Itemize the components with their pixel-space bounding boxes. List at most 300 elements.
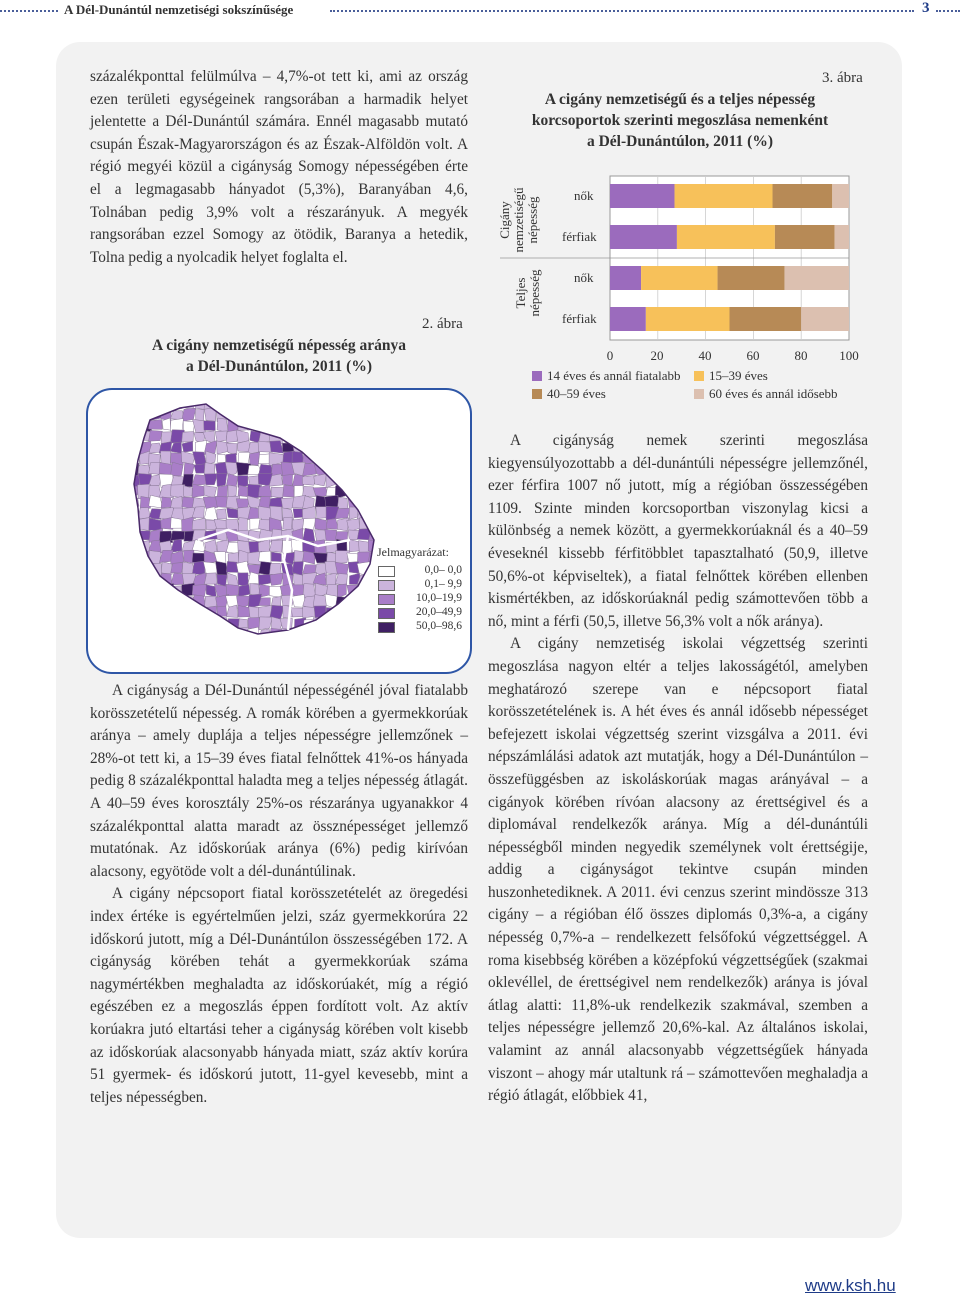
municipality-cell: [258, 399, 270, 407]
municipality-cell: [335, 463, 348, 477]
municipality-cell: [347, 484, 361, 498]
municipality-cell: [368, 507, 382, 520]
municipality-cell: [381, 529, 392, 539]
municipality-cell: [159, 596, 172, 607]
municipality-cell: [192, 627, 206, 642]
municipality-cell: [236, 397, 249, 411]
municipality-cell: [259, 629, 272, 642]
municipality-cell: [149, 551, 161, 565]
municipality-cell: [303, 551, 315, 564]
municipality-cell: [314, 396, 326, 409]
municipality-cell: [228, 485, 237, 497]
municipality-cell: [126, 440, 138, 454]
municipality-cell: [317, 419, 325, 432]
municipality-cell: [183, 421, 195, 433]
municipality-cell: [368, 484, 383, 498]
x-tick-label: 100: [839, 348, 859, 363]
municipality-cell: [171, 485, 185, 499]
bar-segment: [773, 184, 833, 208]
header-dots-right: [936, 10, 960, 12]
municipality-cell: [271, 596, 281, 606]
municipality-cell: [149, 420, 163, 430]
municipality-cell: [368, 519, 382, 531]
figure2-number: 2. ábra: [422, 316, 463, 332]
bar-segment: [610, 225, 677, 249]
municipality-cell: [250, 452, 260, 465]
municipality-cell: [171, 531, 185, 540]
municipality-cell: [217, 418, 228, 433]
municipality-cell: [303, 528, 315, 541]
chart-legend-item: [532, 368, 681, 384]
municipality-cell: [149, 618, 163, 628]
legend-swatch: [694, 389, 704, 399]
municipality-cell: [336, 474, 349, 486]
bar-segment: [677, 225, 775, 249]
paragraph: A cigányság nemek szerinti megoszlása kiegyensúlyozottabb a dél-dunántúli népességre jellemzőnél, ezer férfira 1007 nő jutott, míg a régióban összességében 1109. Szinte minden korcsoportban viszonylag kicsi a különbség a nemek között, a gyermekkorúaknál és a 40–59 éveseknél kissebb férfitöbblet tapasztalható (50,9, illetve 50,6%-ot képviseltek), a fiatal felnőttek körében ellenben kismértékben, az időskorúaknál pedig számottevően több a nő, mint a férfi (50,5, illetve 56,3% volt a nők aránya).: [488, 432, 868, 630]
municipality-cell: [170, 442, 181, 454]
municipality-cell: [315, 431, 327, 444]
municipality-cell: [357, 486, 372, 499]
municipality-cell: [347, 452, 361, 465]
municipality-cell: [348, 595, 360, 609]
x-tick-label: 0: [606, 348, 614, 363]
municipality-cell: [349, 608, 358, 618]
municipality-cell: [302, 421, 317, 432]
municipality-cell: [303, 629, 315, 638]
municipality-cell: [381, 453, 392, 464]
category-label: férfiak: [562, 311, 597, 326]
municipality-cell: [326, 409, 339, 421]
municipality-cell: [291, 396, 305, 409]
municipality-cell: [379, 420, 392, 431]
municipality-cell: [225, 397, 237, 410]
municipality-cell: [127, 518, 140, 529]
municipality-cell: [369, 420, 381, 430]
municipality-cell: [182, 607, 194, 618]
legend-label: 20,0–49,9: [416, 606, 462, 618]
municipality-cell: [335, 531, 348, 540]
municipality-cell: [271, 487, 284, 498]
bar-segment: [784, 266, 849, 290]
municipality-cell: [161, 630, 173, 642]
x-tick-label: 60: [746, 348, 760, 363]
municipality-cell: [359, 396, 371, 409]
municipality-cell: [337, 518, 349, 531]
figure3-title-line1: A cigány nemzetiségű és a teljes népesség: [544, 91, 816, 108]
municipality-cell: [337, 398, 350, 410]
legend-swatch: [378, 580, 395, 591]
municipality-cell: [127, 583, 138, 597]
municipality-cell: [368, 410, 382, 421]
municipality-cell: [182, 630, 194, 640]
municipality-cell: [127, 619, 140, 630]
municipality-cell: [127, 629, 141, 641]
bar-segment: [832, 184, 849, 208]
municipality-cell: [303, 606, 316, 617]
municipality-cell: [127, 529, 141, 540]
municipality-cell: [380, 408, 393, 421]
municipality-cell: [335, 574, 347, 586]
legend-label: 40–59 éves: [547, 386, 606, 401]
municipality-cell: [170, 418, 183, 431]
municipality-cell: [357, 495, 372, 508]
municipality-cell: [379, 484, 392, 498]
municipality-cell: [182, 441, 193, 452]
municipality-cell: [159, 531, 173, 543]
municipality-cell: [283, 485, 294, 497]
municipality-cell: [127, 595, 139, 609]
legend-label: 14 éves és annál fiatalabb: [547, 368, 681, 383]
group-label-line: nemzetiségű: [511, 187, 526, 253]
legend-label: 15–39 éves: [709, 368, 768, 383]
municipality-cell: [326, 617, 338, 631]
municipality-cell: [381, 519, 393, 530]
municipality-cell: [149, 430, 163, 441]
municipality-cell: [335, 631, 349, 640]
municipality-cell: [138, 408, 150, 420]
chart-legend-item: [694, 386, 838, 402]
municipality-cell: [315, 629, 327, 642]
municipality-cell: [348, 396, 361, 410]
municipality-cell: [324, 398, 338, 411]
municipality-cell: [271, 552, 281, 562]
municipality-cell: [126, 431, 140, 443]
municipality-cell: [303, 518, 317, 530]
header-title: A Dél-Dunántúl nemzetiségi sokszínűsége: [64, 2, 294, 17]
municipality-cell: [349, 475, 360, 488]
municipality-cell: [335, 617, 349, 630]
municipality-cell: [126, 408, 140, 421]
municipality-cell: [371, 397, 381, 409]
group-label-line: Cigány: [497, 201, 512, 239]
municipality-cell: [138, 596, 151, 609]
municipality-cell: [227, 443, 238, 455]
municipality-cell: [316, 441, 326, 455]
municipality-cell: [171, 628, 185, 641]
category-label: nők: [574, 270, 594, 285]
municipality-cell: [381, 463, 392, 476]
category-label: férfiak: [562, 229, 597, 244]
bar-segment: [610, 307, 646, 331]
municipality-cell: [214, 616, 229, 628]
municipality-cell: [236, 499, 249, 509]
municipality-cell: [315, 518, 327, 531]
legend-swatch: [694, 371, 704, 381]
municipality-cell: [325, 429, 337, 443]
figure2-title-line2: a Dél-Dunántúlon, 2011 (%): [185, 358, 373, 375]
municipality-cell: [217, 509, 227, 519]
municipality-cell: [248, 397, 262, 410]
municipality-cell: [314, 606, 326, 618]
municipality-cell: [192, 518, 205, 530]
bar-segment: [835, 225, 849, 249]
municipality-cell: [192, 475, 206, 486]
page-header: [0, 0, 960, 20]
municipality-cell: [204, 629, 216, 639]
municipality-cell: [337, 432, 350, 444]
municipality-cell: [160, 398, 172, 409]
municipality-cell: [227, 573, 239, 586]
municipality-cell: [359, 605, 371, 618]
municipality-cell: [192, 618, 205, 631]
header-dots-middle: [330, 10, 914, 12]
legend-label: 10,0–19,9: [416, 592, 462, 604]
municipality-cell: [269, 497, 283, 507]
municipality-cell: [358, 476, 371, 486]
municipality-cell: [302, 397, 314, 410]
legend-swatch: [532, 389, 542, 399]
municipality-cell: [348, 464, 359, 476]
municipality-cell: [127, 564, 139, 573]
municipality-cell: [283, 517, 292, 531]
municipality-cell: [217, 473, 227, 486]
municipality-cell: [226, 628, 238, 641]
figure2-title-line1: A cigány nemzetiségű népesség aránya: [151, 337, 406, 354]
municipality-cell: [183, 486, 192, 497]
municipality-cell: [381, 496, 391, 509]
municipality-cell: [127, 606, 139, 619]
municipality-cell: [215, 561, 227, 575]
municipality-cell: [326, 419, 338, 433]
municipality-cell: [138, 397, 151, 410]
municipality-cell: [259, 617, 272, 630]
municipality-cell: [382, 507, 394, 520]
legend-swatch: [378, 608, 395, 619]
municipality-cell: [238, 518, 247, 532]
municipality-cell: [149, 629, 163, 640]
map-legend-title: Jelmagyarázat:: [377, 545, 449, 559]
municipality-cell: [170, 605, 185, 618]
municipality-cell: [326, 519, 338, 530]
municipality-cell: [281, 397, 294, 408]
municipality-cell: [126, 420, 139, 431]
chart-plot: [486, 170, 876, 350]
municipality-cell: [326, 573, 336, 586]
x-tick-label: 40: [698, 348, 712, 363]
municipality-cell: [138, 616, 150, 629]
municipality-cell: [160, 607, 172, 620]
municipality-cell: [171, 617, 184, 630]
municipality-cell: [336, 409, 349, 420]
municipality-cell: [282, 474, 292, 485]
bar-segment: [610, 266, 641, 290]
figure3-title: [490, 89, 870, 152]
municipality-cell: [282, 443, 295, 452]
right-column: [488, 430, 868, 1108]
municipality-cell: [258, 605, 271, 617]
group-label-line: Teljes: [513, 277, 528, 309]
bar-segment: [730, 307, 802, 331]
group-label-line: népesség: [527, 269, 542, 317]
age-sex-chart: [486, 170, 876, 410]
municipality-cell: [127, 551, 140, 565]
municipality-cell: [349, 441, 360, 455]
municipality-cell: [204, 573, 216, 584]
municipality-cell: [215, 431, 227, 442]
municipality-cell: [358, 407, 370, 420]
municipality-cell: [140, 583, 149, 594]
bar-segment: [801, 307, 849, 331]
bar-segment: [641, 266, 717, 290]
municipality-cell: [217, 454, 226, 462]
municipality-cell: [357, 462, 368, 476]
municipality-cell: [335, 419, 349, 432]
municipality-cell: [381, 397, 393, 410]
municipality-cell: [204, 619, 216, 629]
municipality-cell: [292, 628, 304, 642]
municipality-cell: [348, 627, 360, 641]
left-column-bottom: [90, 680, 468, 1109]
footer-link[interactable]: www.ksh.hu: [805, 1276, 896, 1295]
municipality-cell: [204, 486, 217, 499]
municipality-cell: [357, 441, 370, 454]
municipality-cell: [226, 561, 238, 572]
municipality-cell: [348, 429, 360, 442]
group-label-line: népesség: [525, 196, 540, 244]
municipality-cell: [204, 474, 217, 485]
municipality-cell: [313, 618, 325, 631]
figure3-title-line2: korcsoportok szerinti megoszlása nemenként: [531, 112, 829, 129]
municipality-cell: [292, 409, 305, 418]
legend-label: 0,0– 0,0: [424, 564, 462, 576]
municipality-cell: [248, 594, 262, 608]
x-tick-label: 80: [794, 348, 808, 363]
municipality-cell: [184, 398, 194, 410]
municipality-cell: [171, 596, 183, 607]
municipality-cell: [138, 607, 150, 619]
municipality-cell: [357, 617, 369, 630]
municipality-cell: [335, 596, 349, 608]
municipality-cell: [148, 606, 161, 619]
municipality-cell: [282, 408, 293, 419]
municipality-cell: [359, 453, 369, 465]
municipality-cell: [302, 408, 315, 422]
municipality-cell: [337, 451, 349, 464]
municipality-cell: [271, 398, 281, 408]
paragraph: százalékponttal felülmúlva – 4,7%-ot tett ki, ami az ország ezen területi egységeinek rangsorában a harmadik helyet jelentette a Dél-Dunántúl számára. Ennél magasabb mutató csupán Észak-Magyarországon és az Észak-Alföldön volt. A régió megyéi közül a cigányság Somogy népességében érte el a legmagasabb hányadot (5,3%), Baranyában 4,6, Tolnában pedig 3,9% volt a részarányuk. A megyék rangsorában ezzel Somogy az ötödik, Baranya a hetedik, Tolna pedig a nyolcadik helyet foglalta el.: [90, 68, 468, 266]
municipality-cell: [368, 475, 382, 486]
municipality-cell: [325, 628, 337, 642]
municipality-cell: [314, 407, 326, 419]
municipality-cell: [335, 551, 349, 564]
legend-label: 60 éves és annál idősebb: [709, 386, 838, 401]
municipality-cell: [248, 617, 259, 628]
municipality-cell: [302, 440, 316, 452]
municipality-cell: [381, 430, 394, 444]
municipality-cell: [137, 630, 148, 639]
header-dots-left: [0, 10, 58, 12]
municipality-cell: [292, 429, 304, 443]
municipality-cell: [313, 595, 327, 608]
municipality-cell: [359, 585, 370, 598]
x-tick-label: 20: [650, 348, 664, 363]
category-label: nők: [574, 188, 594, 203]
paragraph: A cigányság a Dél-Dunántúl népességénél jóval fiatalabb korösszetételű népesség. A romák körében a gyermekkorúak aránya – amely duplája a teljes népességre jellemzőnek – 28%-ot tett ki, a 15–39 éves fiatal felnőttek 41%-os hányada pedig 8 százalékponttal haladta meg a teljes népesség átlagát. A 40–59 éves korosztály 25%-os részaránya ugyanakkor 4 százalékponttal alatta maradt az össznépességet jellemző mutatónak. Az időskorúak aránya (6%) pedig kirívóan alacsony, egyötöde volt a dél-dunántúlinak.: [90, 682, 468, 880]
municipality-cell: [248, 408, 260, 420]
municipality-cell: [162, 418, 170, 430]
municipality-cell: [216, 629, 228, 640]
paragraph: A cigány népcsoport fiatal korösszetételét az öregedési index értéke is egyértelműen jelzi, száz gyermekkorúra 22 időskorú jutott, míg a Dél-Dunántúlon összességében 172. A cigányság körében tehát a gyermekkorúak száma nagymértékben meghaladta az időskorúakét, míg a régió egészében ez a megoszlás éppen fordított volt. Az aktív korúakra jutó eltartási teher a cigányság körében volt kisebb az időskorúak alacsonyabb hányada miatt, száz aktív korúra 51 gyermek- és időskorú jutott, 11-gyel kevesebb, mint a teljes népességben.: [90, 885, 468, 1106]
municipality-cell: [380, 473, 393, 485]
figure3-title-line3: a Dél-Dunántúlon, 2011 (%): [586, 133, 774, 150]
municipality-cell: [137, 561, 151, 576]
municipality-cell: [171, 562, 184, 573]
municipality-cell: [182, 431, 194, 441]
municipality-cell: [326, 452, 338, 465]
chart-legend-item: [532, 386, 606, 402]
municipality-cell: [269, 628, 281, 640]
municipality-cell: [149, 595, 160, 608]
municipality-cell: [368, 495, 380, 508]
municipality-cell: [269, 586, 282, 597]
municipality-cell: [271, 418, 284, 431]
figure3-number: 3. ábra: [822, 70, 863, 86]
municipality-cell: [192, 608, 204, 619]
municipality-cell: [184, 616, 196, 631]
municipality-cell: [149, 587, 161, 595]
municipality-cell: [270, 573, 283, 585]
municipality-cell: [138, 573, 149, 585]
municipality-cell: [294, 419, 305, 432]
municipality-cell: [192, 561, 205, 574]
municipality-cell: [194, 464, 205, 473]
municipality-cell: [349, 410, 358, 420]
bar-segment: [675, 184, 773, 208]
municipality-cell: [195, 409, 204, 420]
legend-swatch: [378, 566, 395, 577]
left-column-top: [90, 66, 468, 269]
municipality-cell: [370, 452, 382, 466]
municipality-cell: [325, 529, 337, 540]
municipality-cell: [357, 418, 369, 431]
municipality-cell: [303, 584, 316, 598]
municipality-cell: [238, 452, 250, 463]
municipality-cell: [140, 496, 150, 509]
municipality-cell: [258, 407, 271, 419]
municipality-cell: [159, 617, 171, 629]
municipality-cell: [148, 396, 162, 411]
legend-label: 0,1– 9,9: [424, 578, 462, 590]
legend-label: 50,0–98,6: [416, 620, 462, 632]
municipality-cell: [346, 419, 359, 431]
municipality-cell: [126, 397, 138, 411]
municipality-cell: [204, 421, 216, 431]
bar-segment: [775, 225, 835, 249]
municipality-cell: [226, 605, 237, 617]
municipality-cell: [315, 453, 325, 463]
municipality-cell: [237, 409, 250, 418]
municipality-cell: [316, 507, 328, 519]
figure2-title: [90, 335, 468, 377]
bar-segment: [718, 266, 785, 290]
municipality-cell: [127, 572, 140, 585]
municipality-cell: [368, 441, 379, 454]
bar-segment: [646, 307, 730, 331]
municipality-cell: [336, 607, 349, 618]
legend-swatch: [378, 622, 395, 633]
municipality-cell: [283, 420, 292, 432]
map-municipalities: [126, 396, 394, 642]
municipality-cell: [226, 409, 237, 419]
municipality-cell: [226, 542, 239, 554]
paragraph: A cigány nemzetiség iskolai végzettség szerinti megoszlása nagyon eltér a teljes lakosságétól, amelyben meghatározó szerepe van e népcsoport fiatal korösszetételének is. A hét éves és annál idősebb népességet befejezett iskolai végzettség szerint vizsgálva a 2011. évi népszámlálási adatok azt mutatják, hogy a Dél-Dunántúlon – összefüggésben az iskoláskorúak magas arányával – a cigányok körében rívóan alacsony az érettségivel és a diplomával rendelkezők aránya. Míg a dél-dunántúli népességből minden negyedik személynek volt érettségije, addig a cigányságot tekintve csupán minden huszonhetediknek. A 2011. évi cenzus szerint mindössze 313 cigány – a régióban élő összes diplomás 0,3%-a, a cigány népesség 0,7%-a – rendelkezett felsőfokú végzettséggel. A roma kisebbség körében a középfokú végzettségűek (szakmai oklevéllel, de érettségivel nem rendelkezők) aránya is jóval átlag alatti: 11,8%-uk rendelkezik szakmával, szemben a teljes népességre jellemző 20,6%-kal. Az általános iskolai, valamint az annál alacsonyabb végzettségűek hányada viszont – ahogy már utaltunk rá – számottevően meghaladja a régió átlagát, előbbiek 41,: [488, 635, 868, 1105]
municipality-cell: [359, 429, 372, 440]
municipality-cell: [357, 628, 369, 639]
municipality-cell: [371, 429, 383, 441]
municipality-cell: [258, 418, 271, 431]
municipality-cell: [215, 399, 229, 410]
municipality-cell: [127, 541, 139, 552]
